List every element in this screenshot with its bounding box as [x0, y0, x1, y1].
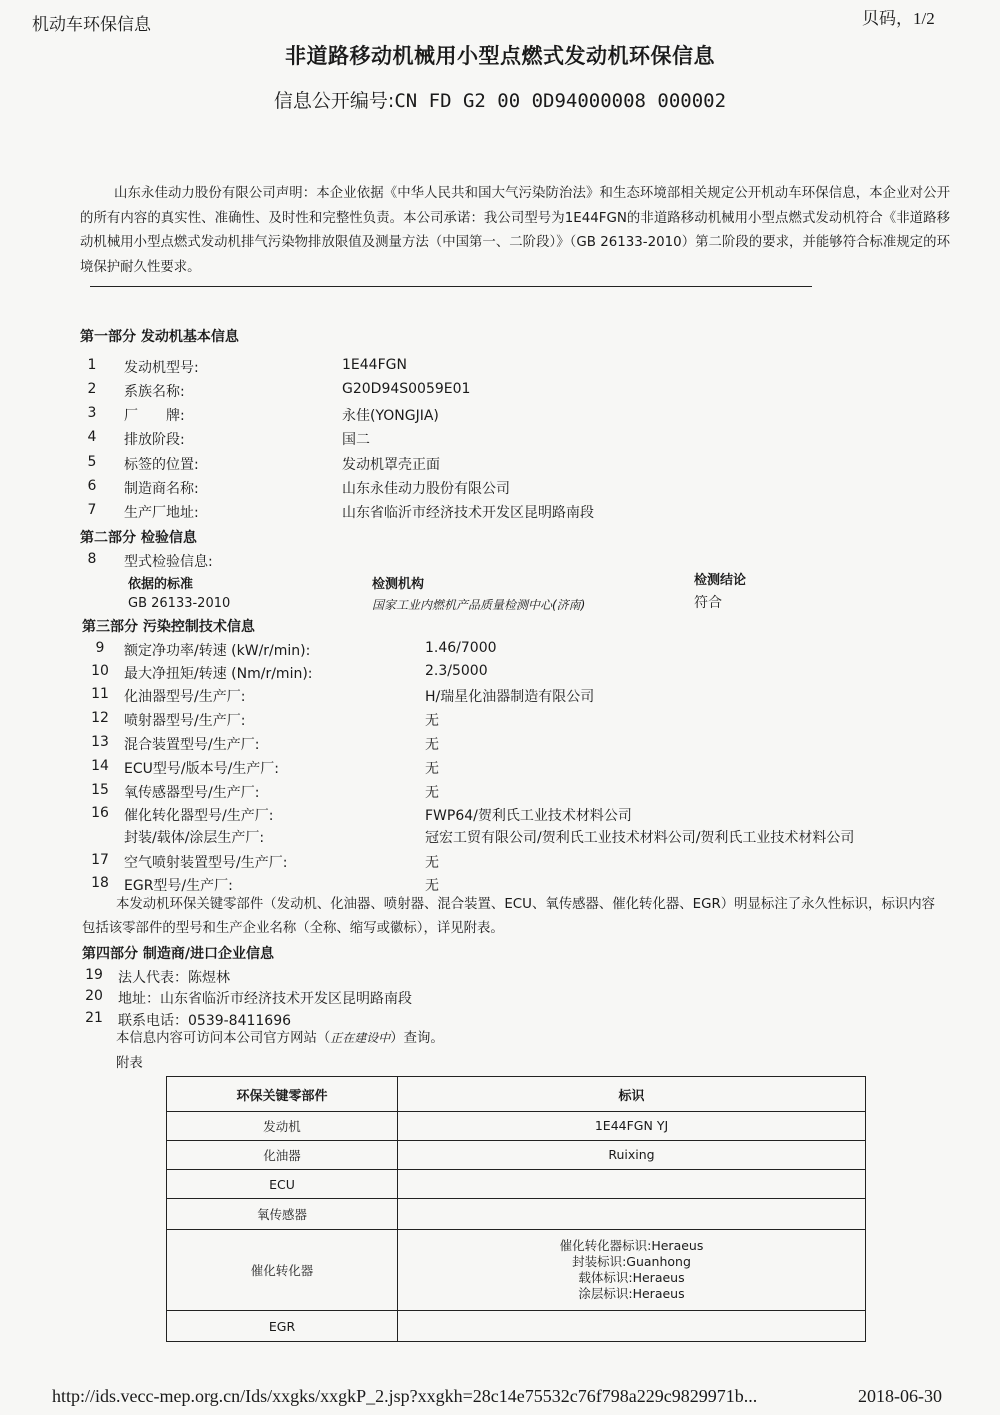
row-label: 发动机型号: — [124, 360, 199, 376]
row-number: 7 — [87, 502, 97, 518]
row-number: 1 — [87, 357, 97, 373]
inspection-result: 符合 — [694, 595, 722, 611]
table-row — [167, 1112, 866, 1141]
row-value: 无 — [425, 713, 439, 729]
component-mark — [398, 1141, 866, 1170]
row-number: 6 — [87, 478, 97, 494]
divider-line — [90, 286, 812, 287]
table-row — [167, 1230, 866, 1311]
row-label: 封装/载体/涂层生产厂: — [124, 830, 265, 846]
row-label: 催化转化器型号/生产厂: — [124, 808, 274, 824]
row-value: 2.3/5000 — [425, 663, 488, 679]
website-status: 正在建设中 — [330, 1031, 391, 1045]
row-number: 20 — [85, 988, 103, 1004]
row-label: 生产厂地址: — [124, 505, 199, 521]
row-label: 制造商名称: — [124, 481, 199, 497]
components-note: 本发动机环保关键零部件（发动机、化油器、喷射器、混合装置、ECU、氧传感器、催化转化器、EGR）明显标注了永久性标识，标识内容包括该零部件的型号和生产企业名称（全称、缩写或徽标），详见附表。 — [82, 897, 936, 936]
header-result: 检测结论 — [694, 573, 747, 588]
mark-line: 涂层标识:Heraeus — [578, 1286, 685, 1301]
appendix-label: 附表 — [116, 1056, 143, 1071]
row-label: 联系电话：0539-8411696 — [118, 1013, 292, 1029]
header-agency: 检测机构 — [372, 577, 425, 592]
row-value: 无 — [425, 855, 439, 871]
row-label: 喷射器型号/生产厂: — [124, 713, 246, 729]
section-title-part1: 第一部分 发动机基本信息 — [80, 329, 239, 345]
row-value: 无 — [425, 737, 439, 753]
row-number: 12 — [91, 710, 109, 726]
row-label: 法人代表：陈煜林 — [118, 970, 230, 986]
row-value: 无 — [425, 785, 439, 801]
row-label: 型式检验信息: — [124, 554, 213, 570]
row-number: 3 — [87, 405, 97, 421]
row-value: 山东省临沂市经济技术开发区昆明路南段 — [342, 505, 594, 521]
row-number: 11 — [91, 686, 109, 702]
section-title-part3: 第三部分 污染控制技术信息 — [82, 619, 255, 635]
row-number: 10 — [91, 663, 109, 679]
row-number: 18 — [91, 875, 109, 891]
header-left: 机动车环保信息 — [32, 15, 151, 35]
row-number: 5 — [87, 454, 97, 470]
component-name: 化油器 — [167, 1141, 398, 1170]
row-value: G20D94S0059E01 — [342, 381, 471, 397]
row-label: 氧传感器型号/生产厂: — [124, 785, 260, 801]
component-mark — [398, 1311, 866, 1342]
table-header-part: 环保关键零部件 — [167, 1077, 398, 1112]
component-name: 氧传感器 — [167, 1199, 398, 1230]
page-number: 贝码，1/2 — [862, 9, 935, 28]
row-number: 19 — [85, 967, 103, 983]
row-value: 无 — [425, 878, 439, 894]
inspection-agency: 国家工业内燃机产品质量检测中心(济南) — [372, 598, 586, 612]
row-label: 标签的位置: — [124, 457, 199, 473]
info-number-label: 信息公开编号: — [273, 90, 395, 112]
table-row — [167, 1311, 866, 1342]
row-value: 冠宏工贸有限公司/贺利氏工业技术材料公司/贺利氏工业技术材料公司 — [425, 830, 855, 846]
row-value: 永佳(YONGJIA) — [342, 408, 439, 424]
row-number: 2 — [87, 381, 97, 397]
row-label: 化油器型号/生产厂: — [124, 689, 246, 705]
website-note-pre: 本信息内容可访问本公司官方网站（ — [116, 1031, 331, 1046]
row-label: EGR型号/生产厂: — [124, 878, 233, 894]
row-label: 最大净扭矩/转速 (Nm/r/min): — [124, 666, 313, 682]
website-note-post: ）查询。 — [390, 1031, 444, 1046]
table-row — [167, 1141, 866, 1170]
header-standard: 依据的标准 — [128, 577, 194, 592]
row-number: 14 — [91, 758, 109, 774]
component-name: EGR — [167, 1311, 398, 1342]
section-title-part2: 第二部分 检验信息 — [80, 530, 197, 546]
row-label: 地址：山东省临沂市经济技术开发区昆明路南段 — [118, 991, 412, 1007]
footer-url: http://ids.vecc-mep.org.cn/Ids/xxgks/xxgkP_2.jsp?xxgkh=28c14e75532c76f798a229c9829971b... — [52, 1386, 758, 1406]
page-title: 非道路移动机械用小型点燃式发动机环保信息 — [285, 44, 715, 68]
row-label: 空气喷射装置型号/生产厂: — [124, 855, 288, 871]
row-value: FWP64/贺利氏工业技术材料公司 — [425, 808, 632, 824]
row-value: 1.46/7000 — [425, 640, 497, 656]
row-label: ECU型号/版本号/生产厂: — [124, 761, 280, 777]
component-name: 发动机 — [167, 1112, 398, 1141]
appendix-table — [166, 1076, 866, 1342]
mark-line: 载体标识:Heraeus — [578, 1270, 685, 1285]
row-label: 额定净功率/转速 (kW/r/min): — [124, 643, 311, 659]
row-number: 16 — [91, 805, 109, 821]
row-label: 排放阶段: — [124, 432, 185, 448]
section-title-part4: 第四部分 制造商/进口企业信息 — [82, 946, 274, 962]
row-number: 21 — [85, 1010, 103, 1026]
row-number: 4 — [87, 429, 97, 445]
info-number — [0, 86, 1000, 113]
table-row — [167, 1170, 866, 1199]
info-number-value: CN FD G2 00 0D94000008 000002 — [394, 90, 727, 112]
row-label: 系族名称: — [124, 384, 185, 400]
row-number: 17 — [91, 852, 109, 868]
row-label: 厂 牌: — [124, 408, 185, 424]
component-name: ECU — [167, 1170, 398, 1199]
component-mark — [398, 1112, 866, 1141]
row-value: 1E44FGN — [342, 357, 407, 373]
row-number: 9 — [95, 640, 105, 656]
website-note — [116, 1026, 444, 1051]
row-value: 发动机罩壳正面 — [342, 457, 440, 473]
inspection-standard: GB 26133-2010 — [128, 596, 231, 611]
footer-date: 2018-06-30 — [858, 1386, 942, 1406]
mark-line: Ruixing — [608, 1147, 655, 1162]
row-number: 8 — [87, 551, 97, 567]
component-mark — [398, 1170, 866, 1199]
row-value: 无 — [425, 761, 439, 777]
mark-line: 催化转化器标识:Heraeus — [559, 1238, 704, 1253]
component-name: 催化转化器 — [167, 1230, 398, 1311]
row-value: 国二 — [342, 432, 370, 448]
declaration-statement: 山东永佳动力股份有限公司声明：本企业依据《中华人民共和国大气污染防治法》和生态环境部相关规定公开机动车环保信息，本企业对公开的所有内容的真实性、准确性、及时性和完整性负责。本公司承诺：我公司型号为1E44FGN的非道路移动机械用小型点燃式发动机符合《非道路移动机械用小型点燃式发动机排气污染物排放限值及测量方法（中国第一、二阶段）》（GB 26133-2010）第二阶段的要求，并能够符合标准规定的环境保护耐久性要求。 — [80, 186, 950, 275]
component-mark — [398, 1199, 866, 1230]
row-value: 山东永佳动力股份有限公司 — [342, 481, 510, 497]
mark-line: 封装标识:Guanhong — [572, 1254, 691, 1269]
row-label: 混合装置型号/生产厂: — [124, 737, 260, 753]
component-mark — [398, 1230, 866, 1311]
row-number: 13 — [91, 734, 109, 750]
row-number: 15 — [91, 782, 109, 798]
table-header-mark: 标识 — [398, 1077, 866, 1112]
table-row — [167, 1199, 866, 1230]
row-value: H/瑞星化油器制造有限公司 — [425, 689, 595, 705]
mark-line: 1E44FGN YJ — [594, 1118, 669, 1133]
